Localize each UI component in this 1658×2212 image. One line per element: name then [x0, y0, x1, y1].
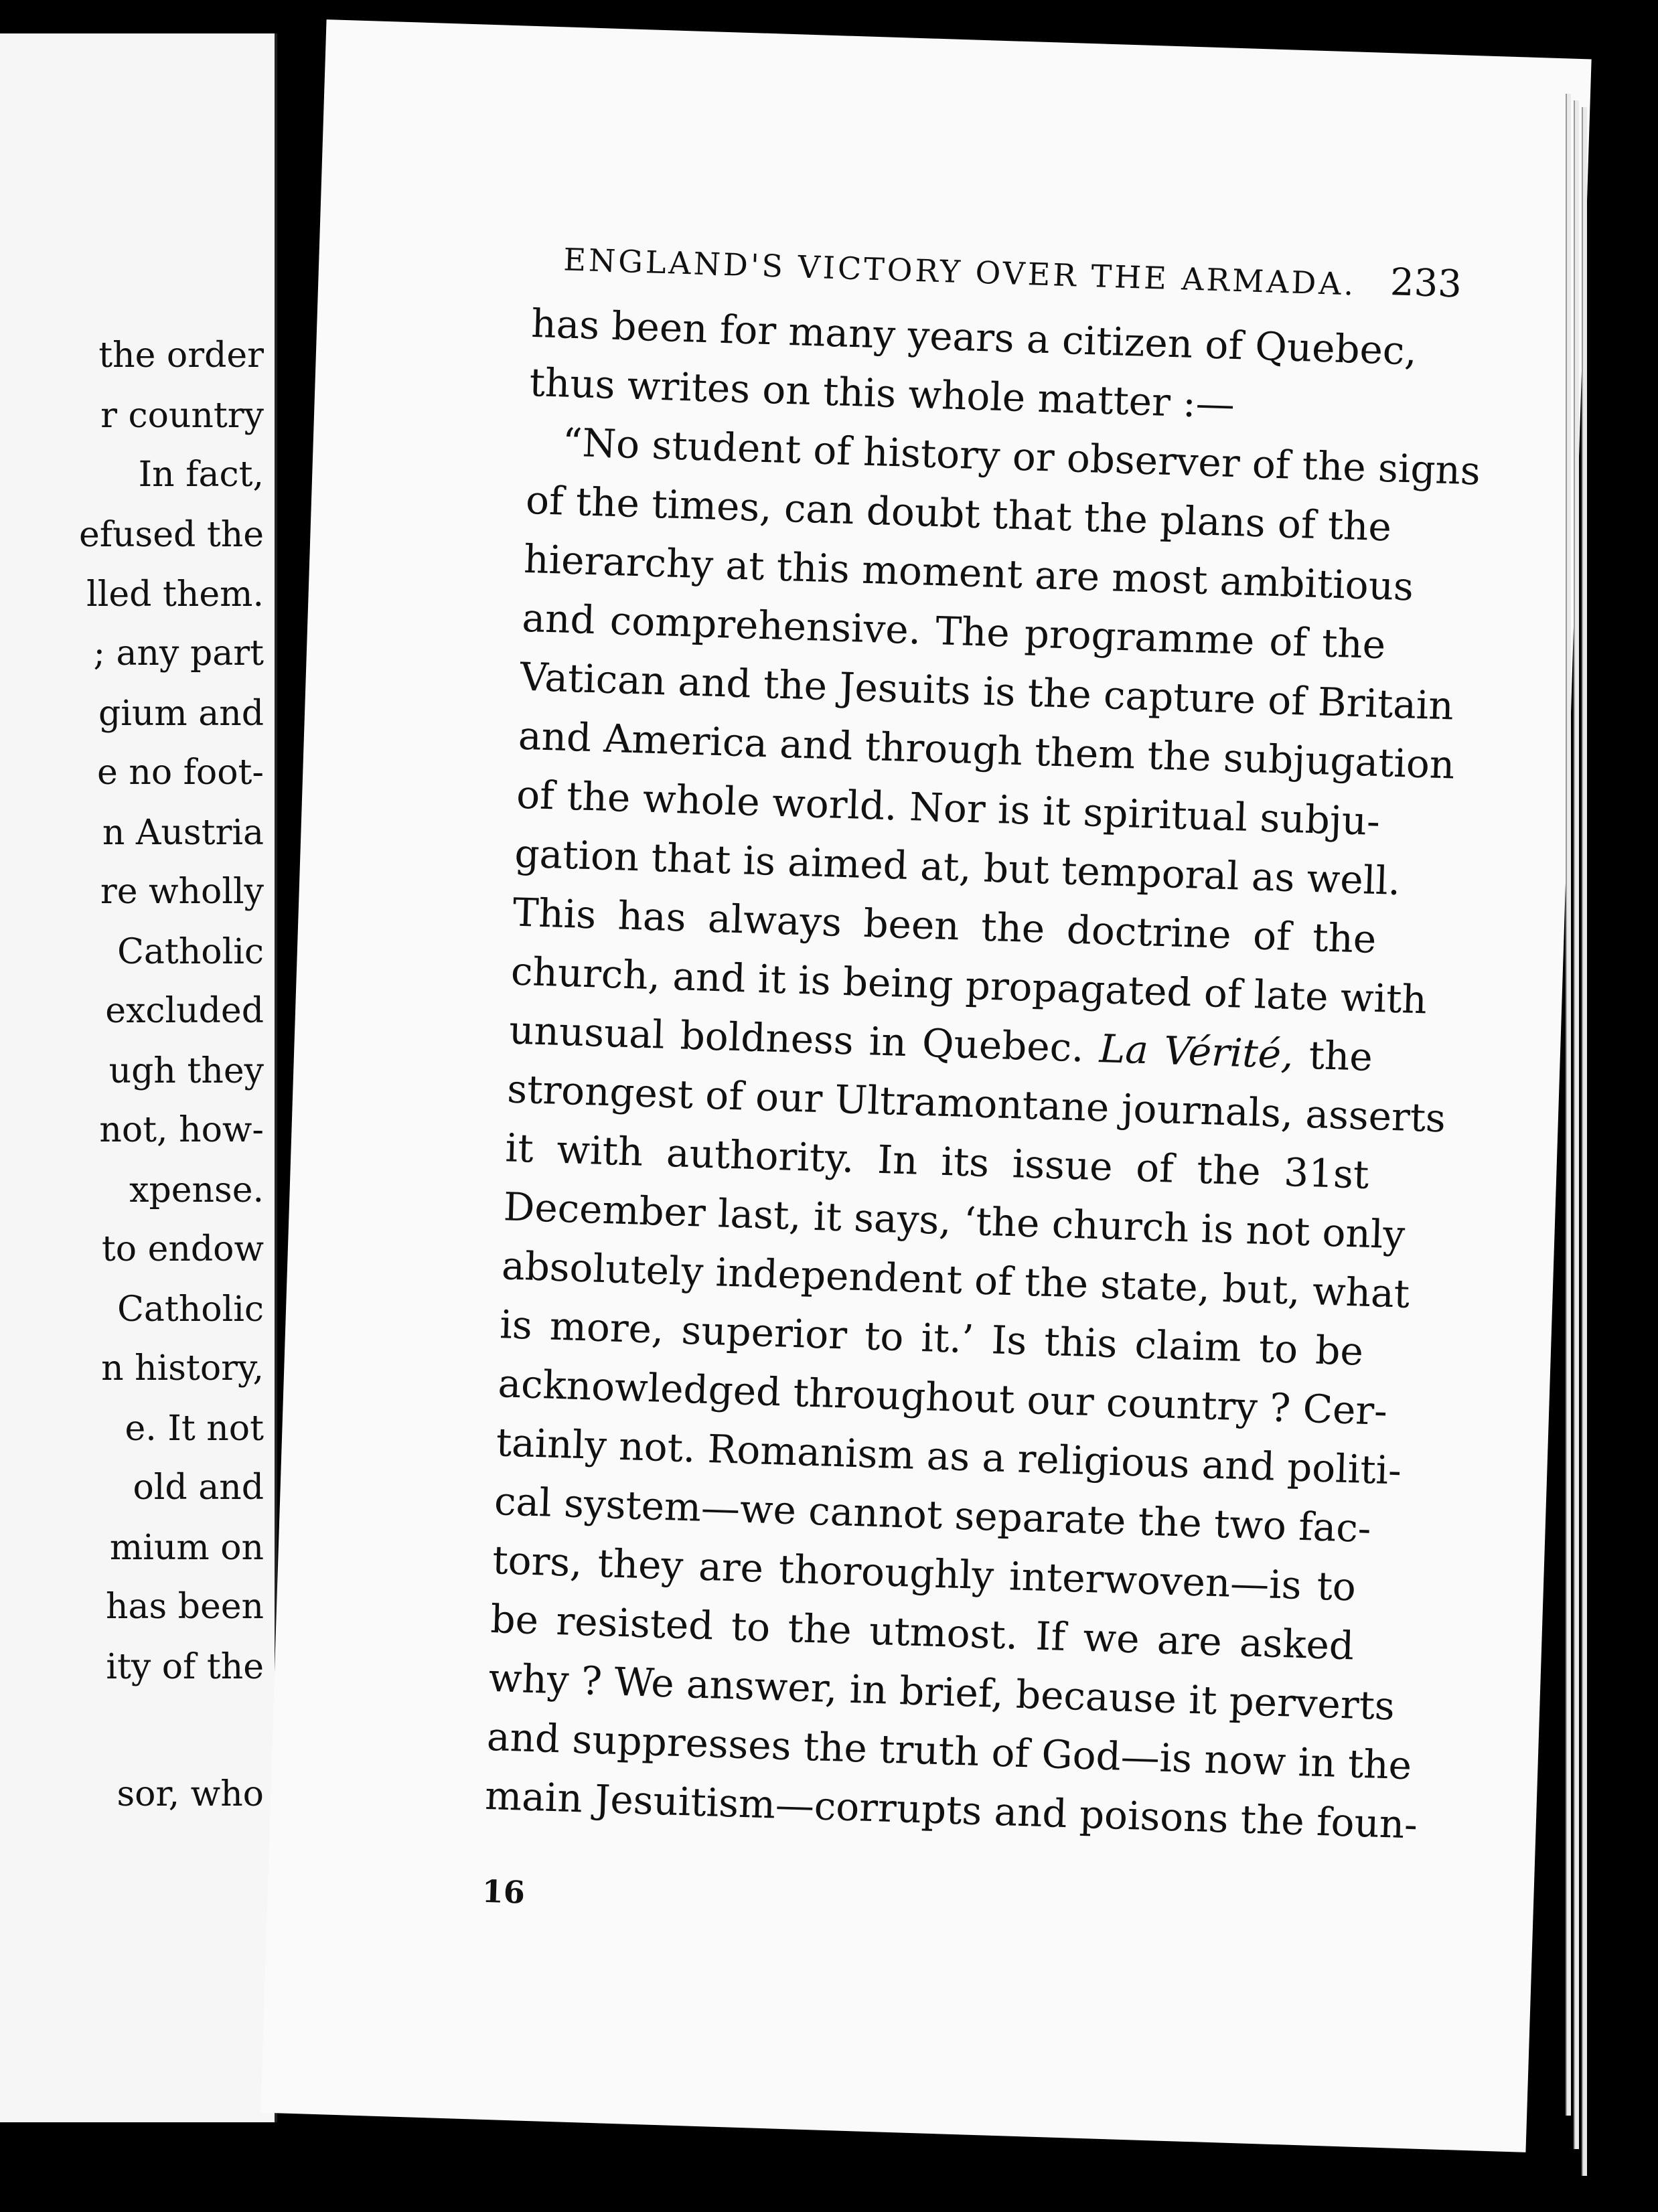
- text-line: be resisted to the utmost. If we are asked: [489, 1595, 1355, 1669]
- text-line: is more, superior to it.’ Is this claim to be: [499, 1301, 1364, 1374]
- left-page-line: n history,: [101, 1348, 264, 1389]
- text-line: acknowledged throughout our country ? Cer-: [497, 1360, 1388, 1434]
- left-page-line: In fact,: [138, 455, 264, 495]
- text-line: of the times, can doubt that the plans of the: [525, 477, 1392, 550]
- text-line: “No student of history or observer of the signs: [561, 419, 1481, 494]
- left-page-line: e. It not: [125, 1409, 264, 1449]
- text-line: hierarchy at this moment are most ambitious: [523, 536, 1414, 610]
- signature-mark: 16: [481, 1873, 526, 1911]
- page-edge: [1582, 107, 1587, 2176]
- text-line: This has always been the doctrine of the: [512, 889, 1377, 962]
- text-line: why ? We answer, in brief, because it perverts: [487, 1654, 1396, 1729]
- left-page-line: ; any part: [93, 633, 264, 674]
- text-segment: unusual boldness in Quebec.: [508, 1007, 1085, 1071]
- text-line: absolutely independent of the state, but, what: [501, 1243, 1411, 1317]
- body-text: [484, 294, 1481, 1852]
- text-line: has been for many years a citizen of Quebec,: [530, 300, 1418, 374]
- left-page-line: lled them.: [86, 574, 264, 615]
- text-line: main Jesuitism—corrupts and poisons the foun-: [484, 1772, 1418, 1848]
- text-line: thus writes on this whole matter :—: [528, 359, 1235, 427]
- text-line: church, and it is being propagated of late with: [510, 948, 1428, 1023]
- left-page-line: sor, who: [117, 1774, 264, 1814]
- text-line: of the whole world. Nor is it spiritual subju-: [516, 771, 1381, 845]
- left-page-line: n Austria: [102, 813, 264, 853]
- text-line: cal system—we cannot separate the two fac-: [494, 1478, 1372, 1552]
- page-edge: [1574, 100, 1579, 2149]
- running-head: ENGLAND'S VICTORY OVER THE ARMADA.: [562, 241, 1357, 303]
- left-page-line: old and: [133, 1468, 264, 1508]
- text-line: and America and through them the subjugation: [518, 712, 1456, 788]
- left-page-line: ity of the: [106, 1647, 264, 1687]
- left-page-line: gium and: [98, 694, 264, 734]
- text-line: tainly not. Romanism as a religious and politi-: [495, 1419, 1402, 1494]
- left-page-line: to endow: [101, 1229, 264, 1269]
- page-number: 233: [1389, 260, 1462, 307]
- text-line: and comprehensive. The programme of the: [521, 595, 1387, 668]
- left-page-line: e no foot-: [97, 753, 264, 793]
- text-line: gation that is aimed at, but temporal as well.: [514, 830, 1402, 904]
- left-page-line: not, how-: [99, 1110, 264, 1150]
- left-page-line: r country: [100, 396, 264, 436]
- text-line: tors, they are thoroughly interwoven—is to: [492, 1537, 1357, 1610]
- left-page-line: has been: [105, 1587, 264, 1627]
- left-page-line: Catholic: [117, 1289, 264, 1330]
- page-edge: [1566, 94, 1571, 2116]
- left-page: [0, 33, 277, 2122]
- journal-title: La Vérité,: [1098, 1026, 1294, 1078]
- left-page-line: re wholly: [100, 872, 264, 912]
- text-line: and suppresses the truth of God—is now in the: [486, 1713, 1413, 1789]
- left-page-line: xpense.: [129, 1170, 264, 1210]
- text-line: it with authority. In its issue of the 31st: [504, 1125, 1370, 1198]
- left-page-line: efused the: [79, 515, 264, 555]
- right-page: [260, 19, 1591, 2152]
- left-page-line: ugh they: [108, 1051, 264, 1091]
- text-segment: the: [1308, 1032, 1373, 1080]
- left-page-line: excluded: [105, 991, 264, 1031]
- left-page-line: the order: [98, 335, 264, 376]
- text-line: December last, it says, ‘the church is not only: [502, 1184, 1406, 1258]
- text-line: Vatican and the Jesuits is the capture of Britain: [519, 653, 1454, 729]
- text-line: strongest of our Ultramontane journals, asserts: [506, 1066, 1446, 1141]
- left-page-line: mium on: [109, 1528, 264, 1568]
- left-page-line: Catholic: [117, 932, 264, 972]
